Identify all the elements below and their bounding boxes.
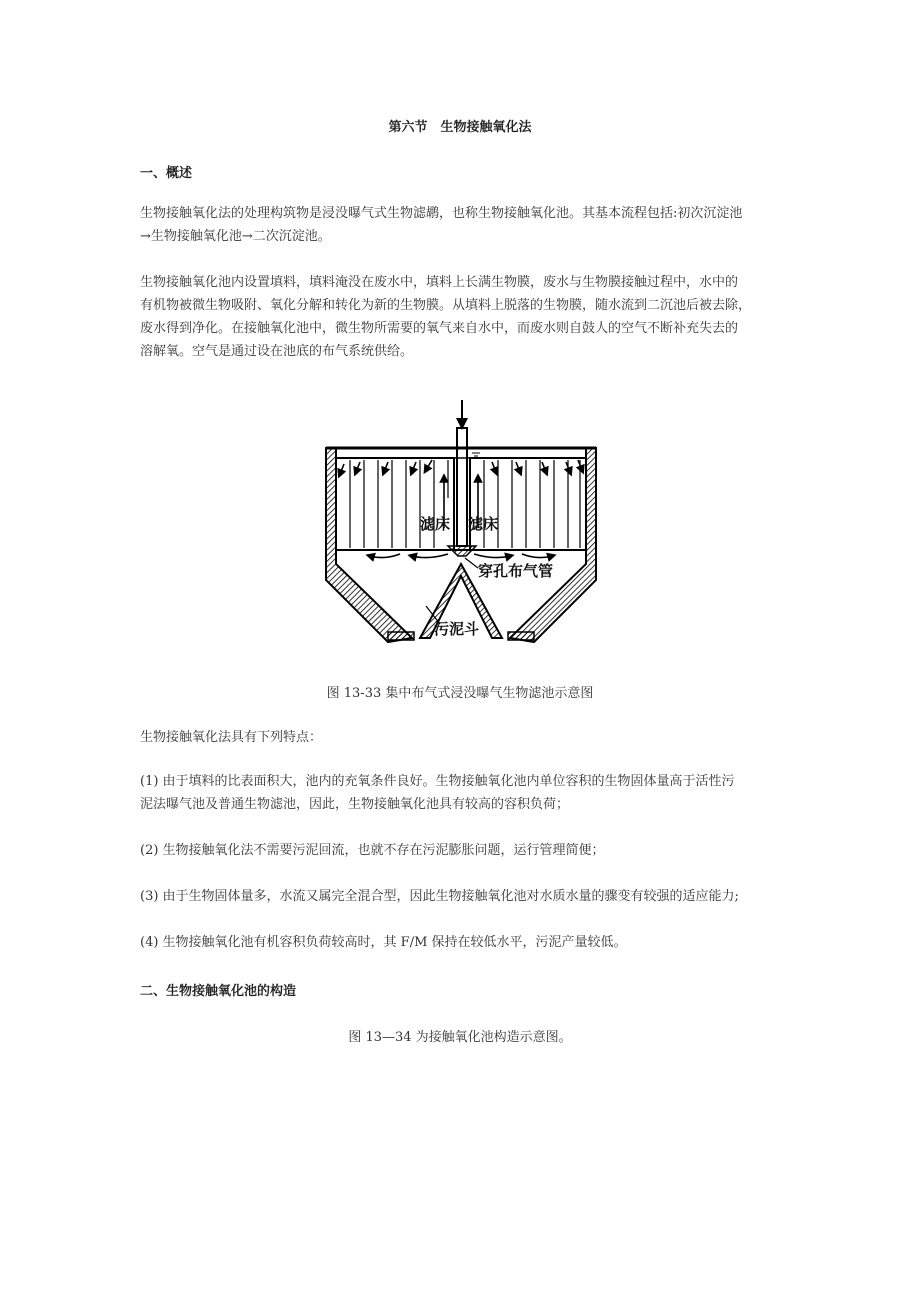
section-heading-overview: 一、概述 [140, 166, 193, 181]
page-title: 第六节 生物接触氧化法 [388, 120, 532, 135]
sludge-hopper-label: 污泥斗 [434, 620, 480, 638]
overview-paragraph-1: 生物接触氧化法的处理构筑物是浸没曝气式生物滤鹕，也称生物接触氧化池。其基本流程包括:初次沉淀池 →生物接触氧化池→二次沉淀池。 [140, 206, 743, 244]
aeration-pipe-label: 穿孔布气管 [478, 562, 554, 580]
filter-bed-label-right: 滤床 [468, 515, 499, 533]
aerated-filter-diagram [320, 398, 602, 650]
feature-item-1: (1) 由于填料的比表面积大，池内的充氧条件良好。生物接触氧化池内单位容积的生物固体量高于活性污 泥法曝气池及普通生物滤池，因此，生物接触氧化池具有较高的容积负荷； [140, 774, 735, 812]
figure-caption-13-33: 图 13-33 集中布气式浸没曝气生物滤池示意图 [326, 686, 594, 701]
section-heading-structure: 二、生物接触氧化池的构造 [140, 984, 297, 999]
figure-caption-13-34: 图 13—34 为接触氧化池构造示意图。 [348, 1030, 572, 1045]
feature-item-4: (4) 生物接触氧化池有机容积负荷较高时，其 F/M 保持在较低水平，污泥产量较低。 [140, 935, 627, 950]
inlet-pipe [457, 400, 467, 546]
overview-paragraph-2: 生物接触氧化池内设置填料，填料淹没在废水中，填料上长满生物膜，废水与生物膜接触过程中，水中的 有机物被微生物吸附、氧化分解和转化为新的生物膜。从填料上脱落的生物膜，随水流到二沉池后被去除， 废水得到净化。在接触氧化池中，微生物所需要的氧气来自水中，而废水则自鼓人的空气不断补充失去的 溶解氧。空气是通过设在池底的布气系统供给。 [140, 275, 752, 359]
features-intro: 生物接触氧化法具有下列特点： [140, 730, 323, 745]
filter-bed-label-left: 滤床 [420, 515, 451, 533]
feature-item-3: (3) 由于生物固体量多，水流又属完全混合型，因此生物接触氧化池对水质水量的骤变有较强的适应能力; [140, 889, 739, 904]
feature-item-2: (2) 生物接触氧化法不需要污泥回流，也就不存在污泥膨胀问题，运行管理简便； [140, 843, 605, 858]
